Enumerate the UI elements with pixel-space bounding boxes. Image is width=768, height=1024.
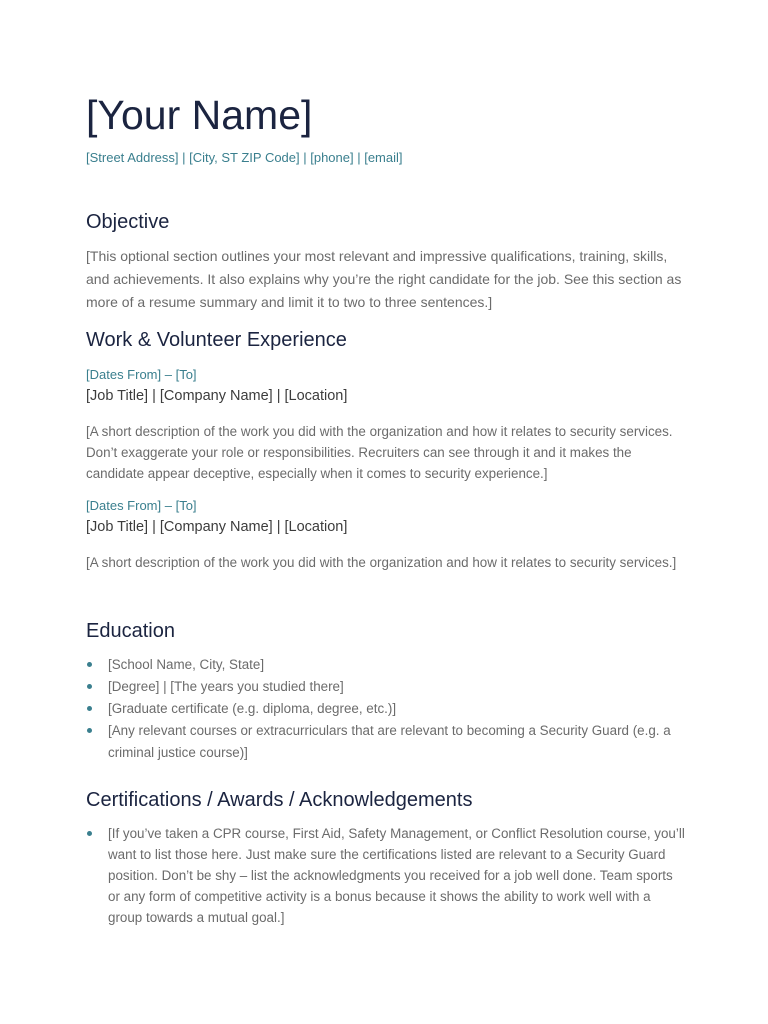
bullet-icon (87, 728, 92, 733)
list-item (86, 654, 686, 676)
certifications-heading: Certifications / Awards / Acknowledgements (86, 789, 473, 811)
bullet-icon (87, 662, 92, 667)
education-item: [Graduate certificate (e.g. diploma, degree, etc.)] (108, 701, 397, 716)
education-item: [Any relevant courses or extracurriculars that are relevant to becoming a Security Guard (e.g. a criminal justice course)] (108, 723, 671, 760)
certification-item: [If you’ve taken a CPR course, First Aid, Safety Management, or Conflict Resolution course, you’ll want to list those here. Just make sure the certifications listed are relevant to a Security Guard position. Don’t be shy – list the acknowledgments you received for a job well done. Team sports or any form of competitive activity is a bonus because it shows the ability to work well with a group towards a mutual goal.] (108, 826, 685, 925)
experience-dates: [Dates From] – [To] (86, 498, 197, 513)
list-item (86, 720, 686, 764)
bullet-icon (87, 831, 92, 836)
list-item (86, 698, 686, 720)
certifications-list (86, 823, 686, 928)
education-heading: Education (86, 620, 175, 642)
bullet-icon (87, 706, 92, 711)
experience-job-line: [Job Title] | [Company Name] | [Location] (86, 519, 348, 535)
contact-line: [Street Address] | [City, ST ZIP Code] | [phone] | [email] (86, 150, 403, 165)
list-item (86, 676, 686, 698)
experience-heading: Work & Volunteer Experience (86, 329, 347, 351)
objective-heading: Objective (86, 211, 170, 233)
experience-description: [A short description of the work you did with the organization and how it relates to security services.] (86, 555, 677, 570)
experience-dates: [Dates From] – [To] (86, 367, 197, 382)
list-item (86, 823, 686, 928)
education-list (86, 654, 686, 764)
education-item: [Degree] | [The years you studied there] (108, 679, 344, 694)
education-item: [School Name, City, State] (108, 657, 265, 672)
experience-description: [A short description of the work you did with the organization and how it relates to security services. Don’t exaggerate your role or responsibilities. Recruiters can see through it and it makes the candidate appear deceptive, especially when it comes to security experience.] (86, 424, 673, 481)
objective-text: [This optional section outlines your most relevant and impressive qualifications, training, skills, and achievements. It also explains why you’re the right candidate for the job. See this section as more of a resume summary and limit it to two to three sentences.] (86, 248, 682, 310)
name-title: [Your Name] (86, 92, 313, 138)
experience-job-line: [Job Title] | [Company Name] | [Location] (86, 388, 348, 404)
bullet-icon (87, 684, 92, 689)
